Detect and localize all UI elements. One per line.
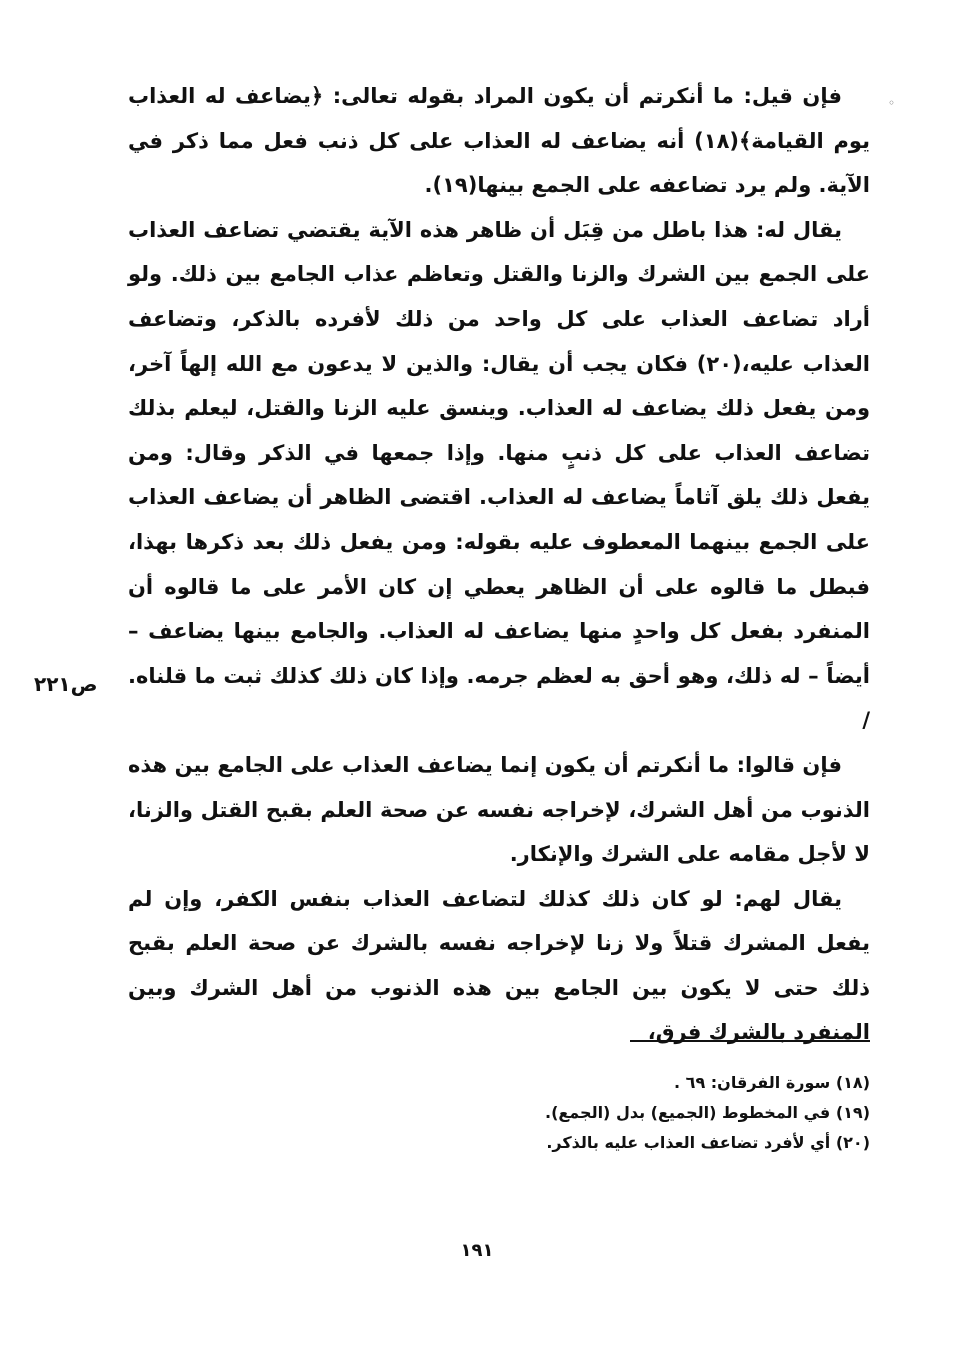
paragraph-3: فإن قالوا: ما أنكرتم أن يكون إنما يضاعف العذاب على الجامع بين هذه الذنوب من أهل الشرك، لإخراجه نفسه عن صحة العلم بقبح القتل والزنا، لا لأجل مقامه على الشرك والإنكار. bbox=[128, 752, 870, 867]
manuscript-page-reference: ص٢٢١ bbox=[34, 672, 98, 696]
footnote-20: (٢٠) أي لأفرد تضاعف العذاب عليه بالذكر. bbox=[546, 1133, 870, 1152]
paragraph-1: فإن قيل: ما أنكرتم أن يكون المراد بقوله تعالى: ﴿يضاعف له العذاب يوم القيامة﴾(١٨) أنه يضاعف له العذاب على كل ذنب فعل مما ذكر في الآية. ولم يرد تضاعفه على الجمع بينها(١٩). bbox=[128, 84, 870, 198]
paragraph-2: يقال له: هذا باطل من قِبَل أن ظاهر هذه الآية يقتضي تضاعف العذاب على الجمع بين الشرك والزنا والقتل وتعاظم عذاب الجامع بين ذلك. ولو أراد تضاعف العذاب على كل واحد من ذلك لأفرده بالذكر، وتضاعف العذاب عليه،(٢٠) فكان يجب أن يقال: والذين لا يدعون مع الله إلهاً آخر، ومن يفعل ذلك يضاعف له العذاب. وينسق عليه الزنا والقتل، ليعلم بذلك تضاعف العذاب على كل ذنبٍ منها. وإذا جمعها في الذكر وقال: ومن يفعل ذلك يلق آثاماً يضاعف له العذاب. اقتضى الظاهر أن يضاعف العذاب على الجمع بينهما المعطوف عليه بقوله: ومن يفعل ذلك بعد ذكرها بهذا، فبطل ما قالوه على أن الظاهر يعطي إن كان الأمر على ما قالوه أن المنفرد بفعل كل واحدٍ منها يضاعف له العذاب. والجامع بينها يضاعف – أيضاً – له ذلك، وهو أحق به لعظم جرمه. وإذا كان ذلك كذلك ثبت ما قلناه. / bbox=[128, 217, 871, 733]
footnote-18: (١٨) سورة الفرقان: ٦٩ . bbox=[674, 1073, 870, 1092]
page-number: ١٩١ bbox=[460, 1240, 494, 1261]
body-text bbox=[128, 74, 870, 1055]
scan-mark: ◦ bbox=[888, 96, 896, 110]
footnote-19: (١٩) في المخطوط (الجميع) بدل (الجمع). bbox=[544, 1103, 870, 1122]
footnotes bbox=[430, 1068, 870, 1158]
paragraph-4: يقال لهم: لو كان ذلك كذلك لتضاعف العذاب بنفس الكفر، وإن لم يفعل المشرك قتلاً ولا زنا لإخراجه نفسه بالشرك عن صحة العلم بقبح ذلك حتى لا يكون بين الجامع بين هذه الذنوب من أهل الشرك وبين المنفرد بالشرك فرق، bbox=[128, 886, 870, 1045]
footnote-divider bbox=[630, 1040, 870, 1042]
